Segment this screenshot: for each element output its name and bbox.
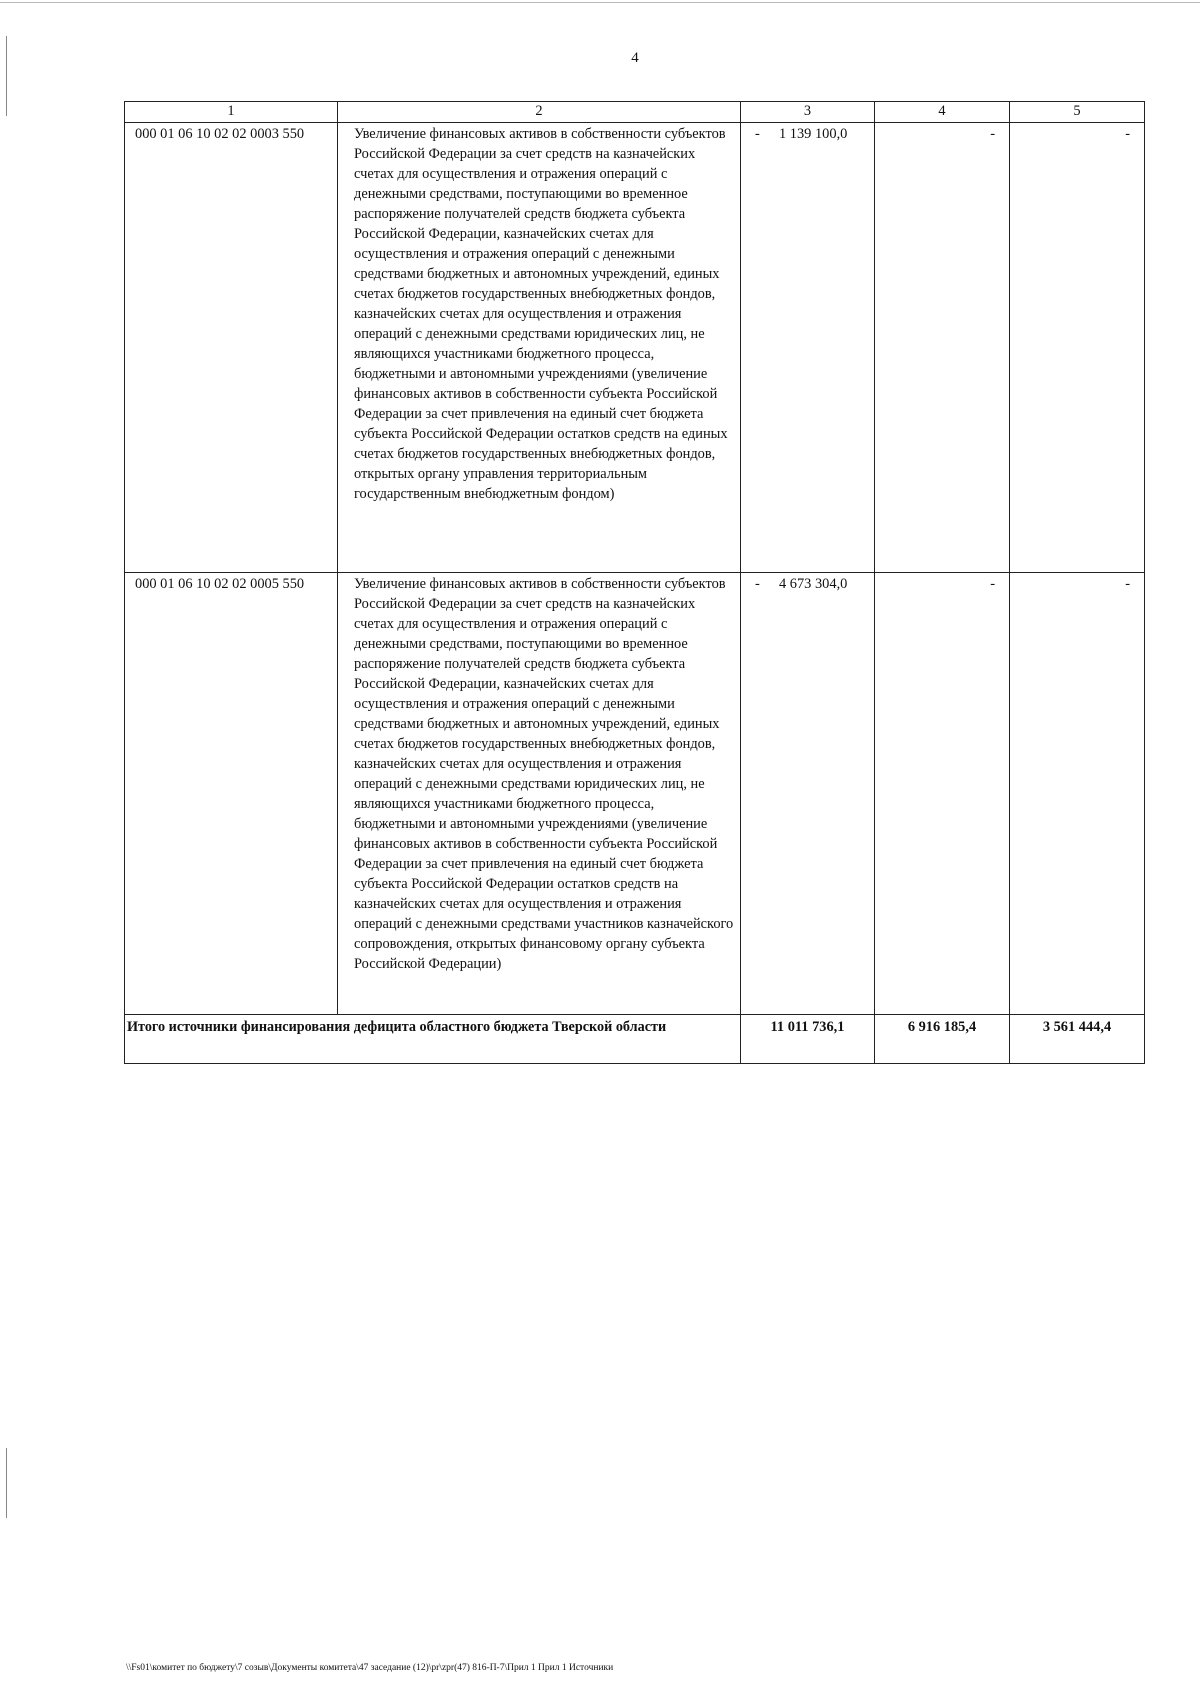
column-4-value: - — [875, 123, 1010, 573]
column-5-value: - — [1010, 573, 1145, 1015]
amount-cell — [741, 573, 875, 1015]
scan-left-edge-lower — [6, 1448, 7, 1518]
page-number: 4 — [631, 50, 639, 66]
column-5-value: - — [1010, 123, 1145, 573]
column-header-2: 2 — [338, 102, 741, 123]
financing-sources-table — [124, 101, 1145, 1064]
source-description — [338, 573, 741, 1015]
source-description-text: Увеличение финансовых активов в собственности субъектов Российской Федерации за счет средств на казначейских счетах для осуществления и отражения операций с денежными средствами, поступающими во временное распоряжение получателей средств бюджета субъекта Российской Федерации, казначейских счетах для осуществления и отражения операций с денежными средствами бюджетных и автономных учреждений, единых счетах бюджетов государственных внебюджетных фондов, казначейских счетах для осуществления и отражения операций с денежными средствами юридических лиц, не являющихся участниками бюджетного процесса, бюджетными и автономными учреждениями (увеличение финансовых активов в собственности субъекта Российской Федерации за счет привлечения на единый счет бюджета субъекта Российской Федерации остатков средств на единых счетах бюджетов государственных внебюджетных фондов, открытых органу управления территориальным государственным внебюджетным фондом) — [354, 126, 728, 502]
total-row — [125, 1015, 1145, 1064]
source-description — [338, 123, 741, 573]
amount-value: 1 139 100,0 — [779, 126, 848, 142]
table-row — [125, 123, 1145, 573]
scan-left-edge — [6, 36, 7, 116]
classification-code: 000 01 06 10 02 02 0003 550 — [125, 123, 338, 573]
amount-sign: - — [755, 576, 760, 592]
amount-value: 4 673 304,0 — [779, 576, 848, 592]
total-label: Итого источники финансирования дефицита областного бюджета Тверской области — [125, 1015, 741, 1064]
column-header-1: 1 — [125, 102, 338, 123]
table-row — [125, 573, 1145, 1015]
classification-code: 000 01 06 10 02 02 0005 550 — [125, 573, 338, 1015]
total-column-4: 6 916 185,4 — [875, 1015, 1010, 1064]
footer-file-path: \\Fs01\комитет по бюджету\7 созыв\Документы комитета\47 заседание (12)\pr\zpr(47) 816-П-7\Прил 1 Прил 1 Источники — [126, 1663, 614, 1673]
column-header-4: 4 — [875, 102, 1010, 123]
amount-cell — [741, 123, 875, 573]
source-description-text: Увеличение финансовых активов в собственности субъектов Российской Федерации за счет средств на казначейских счетах для осуществления и отражения операций с денежными средствами, поступающими во временное распоряжение получателей средств бюджета субъекта Российской Федерации, казначейских счетах для осуществления и отражения операций с денежными средствами бюджетных и автономных учреждений, единых счетах бюджетов государственных внебюджетных фондов, казначейских счетах для осуществления и отражения операций с денежными средствами юридических лиц, не являющихся участниками бюджетного процесса, бюджетными и автономными учреждениями (увеличение финансовых активов в собственности субъекта Российской Федерации за счет привлечения на единый счет бюджета субъекта Российской Федерации остатков средств на казначейских счетах для осуществления и отражения операций с денежными средствами участников казначейского сопровождения, открытых финансовому органу субъекта Российской Федерации) — [354, 576, 734, 972]
total-column-5: 3 561 444,4 — [1010, 1015, 1145, 1064]
column-header-5: 5 — [1010, 102, 1145, 123]
table-header-row — [125, 102, 1145, 123]
total-column-3: 11 011 736,1 — [741, 1015, 875, 1064]
column-4-value: - — [875, 573, 1010, 1015]
column-header-3: 3 — [741, 102, 875, 123]
scan-top-edge — [0, 2, 1200, 3]
amount-sign: - — [755, 126, 760, 142]
